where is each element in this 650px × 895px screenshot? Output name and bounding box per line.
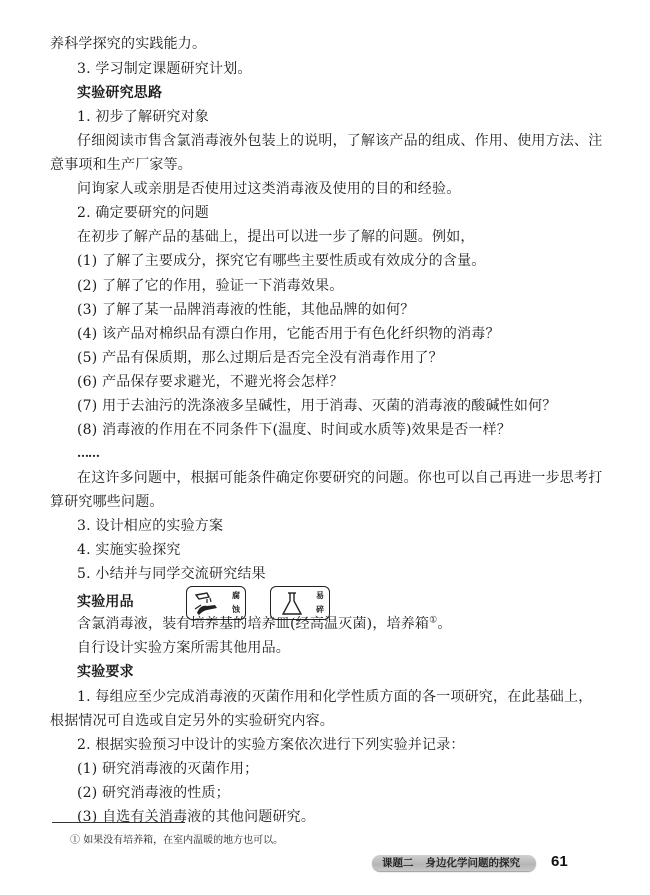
task-item: (3) 自选有关消毒液的其他问题研究。: [77, 809, 316, 825]
paragraph-line: 算研究哪些问题。: [50, 494, 164, 510]
paragraph-line: 1. 每组应至少完成消毒液的灭菌作用和化学性质方面的各一项研究，在此基础上，: [77, 689, 593, 705]
page-number: 61: [551, 853, 568, 870]
question-item: (6) 产品保存要求避光，不避光将会怎样？: [77, 374, 344, 390]
paragraph-line: 含氯消毒液，装有培养基的培养皿(经高温灭菌)，培养箱①。: [77, 615, 452, 632]
footer-chapter: 课题二: [382, 857, 414, 869]
step-heading: 1. 初步了解研究对象: [77, 109, 210, 125]
paragraph-line: 意事项和生产厂家等。: [50, 157, 192, 173]
footnote: [70, 834, 283, 848]
question-item: (7) 用于去油污的洗涤液多呈碱性，用于消毒、灭菌的消毒液的酸碱性如何？: [77, 398, 557, 414]
footnote-divider: [52, 822, 185, 823]
task-item: (1) 研究消毒液的灭菌作用；: [77, 761, 259, 777]
footer-title: 身边化学问题的探究: [425, 857, 520, 869]
question-item: (5) 产品有保质期，那么过期后是否完全没有消毒作用了？: [77, 350, 443, 366]
section-heading-supplies: 实验用品: [77, 594, 134, 610]
paragraph-line: 仔细阅读市售含氯消毒液外包装上的说明，了解该产品的组成、作用、使用方法、注: [77, 133, 603, 149]
question-item: (8) 消毒液的作用在不同条件下(温度、时间或水质等)效果是否一样？: [77, 422, 512, 438]
fragile-label-text: 易 碎: [316, 591, 324, 614]
footnote-text: 如果没有培养箱，在室内温暖的地方也可以。: [83, 835, 284, 846]
question-item: (4) 该产品对棉织品有漂白作用，它能否用于有色化纤织物的消毒？: [77, 326, 500, 342]
step-heading: 5. 小结并与同学交流研究结果: [77, 566, 266, 582]
task-item: (2) 研究消毒液的性质；: [77, 785, 230, 801]
question-item: (1) 了解了主要成分，探究它有哪些主要性质或有效成分的含量。: [77, 253, 486, 269]
paragraph-line: 养科学探究的实践能力。: [50, 36, 207, 52]
paragraph-line: 自行设计实验方案所需其他用品。: [77, 640, 290, 656]
paragraph-line: 问询家人或亲朋是否使用过这类消毒液及使用的目的和经验。: [77, 181, 461, 197]
footnote-reference[interactable]: ①: [429, 615, 438, 626]
objective-item: 3. 学习制定课题研究计划。: [77, 61, 252, 77]
paragraph-line: 2. 根据实验预习中设计的实验方案依次进行下列实验并记录：: [77, 737, 465, 753]
paragraph-line: 在初步了解产品的基础上，提出可以进一步了解的问题。例如，: [77, 229, 475, 245]
section-heading-research-approach: 实验研究思路: [77, 85, 163, 101]
paragraph-line: 根据情况可自选或自定另外的实验研究内容。: [50, 713, 334, 729]
paragraph-line: 在这许多问题中，根据可能条件确定你要研究的问题。你也可以自己再进一步思考打: [77, 470, 603, 486]
section-heading-requirements: 实验要求: [77, 664, 134, 680]
step-heading: 3. 设计相应的实验方案: [77, 518, 224, 534]
question-item: (2) 了解了它的作用，验证一下消毒效果。: [77, 278, 344, 294]
corrosive-label-text: 腐 蚀: [232, 591, 240, 614]
step-heading: 2. 确定要研究的问题: [77, 205, 210, 221]
question-item: (3) 了解了某一品牌消毒液的性能，其他品牌的如何？: [77, 302, 415, 318]
running-footer: [382, 855, 520, 871]
footnote-marker: ①: [70, 835, 80, 846]
step-heading: 4. 实施实验探究: [77, 542, 181, 558]
ellipsis: ……: [77, 446, 99, 460]
